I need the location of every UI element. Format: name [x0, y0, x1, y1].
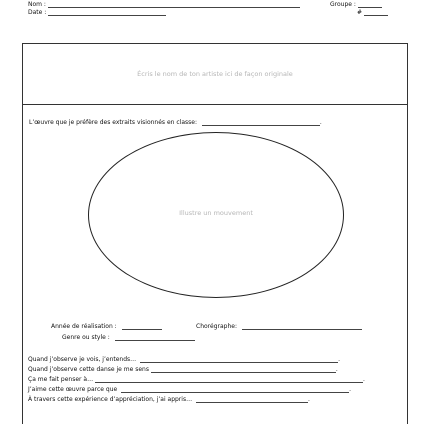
favorite-work-label: L’œuvre que je préfère des extraits visionnés en classe: [29, 119, 197, 126]
favorite-work-field: L’œuvre que je préfère des extraits visionnés en classe: . [29, 119, 322, 126]
choreographer-label: Chorégraphe: [196, 323, 237, 330]
choreographer-line[interactable] [242, 324, 362, 330]
illustration-placeholder: Illustre un mouvement [179, 209, 253, 217]
genre-field [62, 334, 195, 341]
genre-line[interactable] [115, 335, 195, 341]
question-item: Quand j’observe cette danse je me sens . [28, 366, 338, 373]
year-label: Année de réalisation : [51, 323, 117, 330]
question-label: Ça me fait penser à… [28, 376, 94, 383]
question-label: J’aime cette œuvre parce que [28, 386, 118, 393]
question-label: À travers cette expérience d’appréciation, j’ai appris… [28, 396, 193, 403]
date-field [28, 9, 166, 16]
question-label: Quand j’observe cette danse je me sens [28, 366, 149, 373]
question-item: À travers cette expérience d’appréciation, j’ai appris… . [28, 396, 310, 403]
nom-field [28, 1, 300, 8]
numero-field [357, 9, 388, 16]
nom-line[interactable] [48, 2, 300, 8]
question-item: Ça me fait penser à… . [28, 376, 365, 383]
answer-line[interactable] [121, 387, 349, 393]
answer-line[interactable] [196, 397, 308, 403]
choreographer-field [196, 323, 362, 330]
question-label: Quand j’observe je vois, j’entends… [28, 356, 137, 363]
numero-line[interactable] [364, 10, 388, 16]
answer-line[interactable] [95, 377, 363, 383]
groupe-label: Groupe : [330, 1, 356, 8]
answer-line[interactable] [151, 367, 336, 373]
question-item: J’aime cette œuvre parce que . [28, 386, 352, 393]
favorite-work-line[interactable] [202, 120, 320, 126]
question-item: Quand j’observe je vois, j’entends… . [28, 356, 340, 363]
year-field [51, 323, 162, 330]
date-line[interactable] [48, 10, 166, 16]
groupe-line[interactable] [358, 2, 382, 8]
nom-label: Nom : [28, 1, 46, 8]
artist-name-box[interactable] [22, 43, 408, 105]
groupe-field [330, 1, 382, 8]
numero-label: # [357, 9, 363, 16]
date-label: Date : [28, 9, 47, 16]
genre-label: Genre ou style : [62, 334, 110, 341]
artist-name-placeholder: Écris le nom de ton artiste ici de façon originale [137, 70, 293, 78]
year-line[interactable] [122, 324, 162, 330]
answer-line[interactable] [140, 357, 338, 363]
illustration-ellipse[interactable] [88, 132, 344, 298]
